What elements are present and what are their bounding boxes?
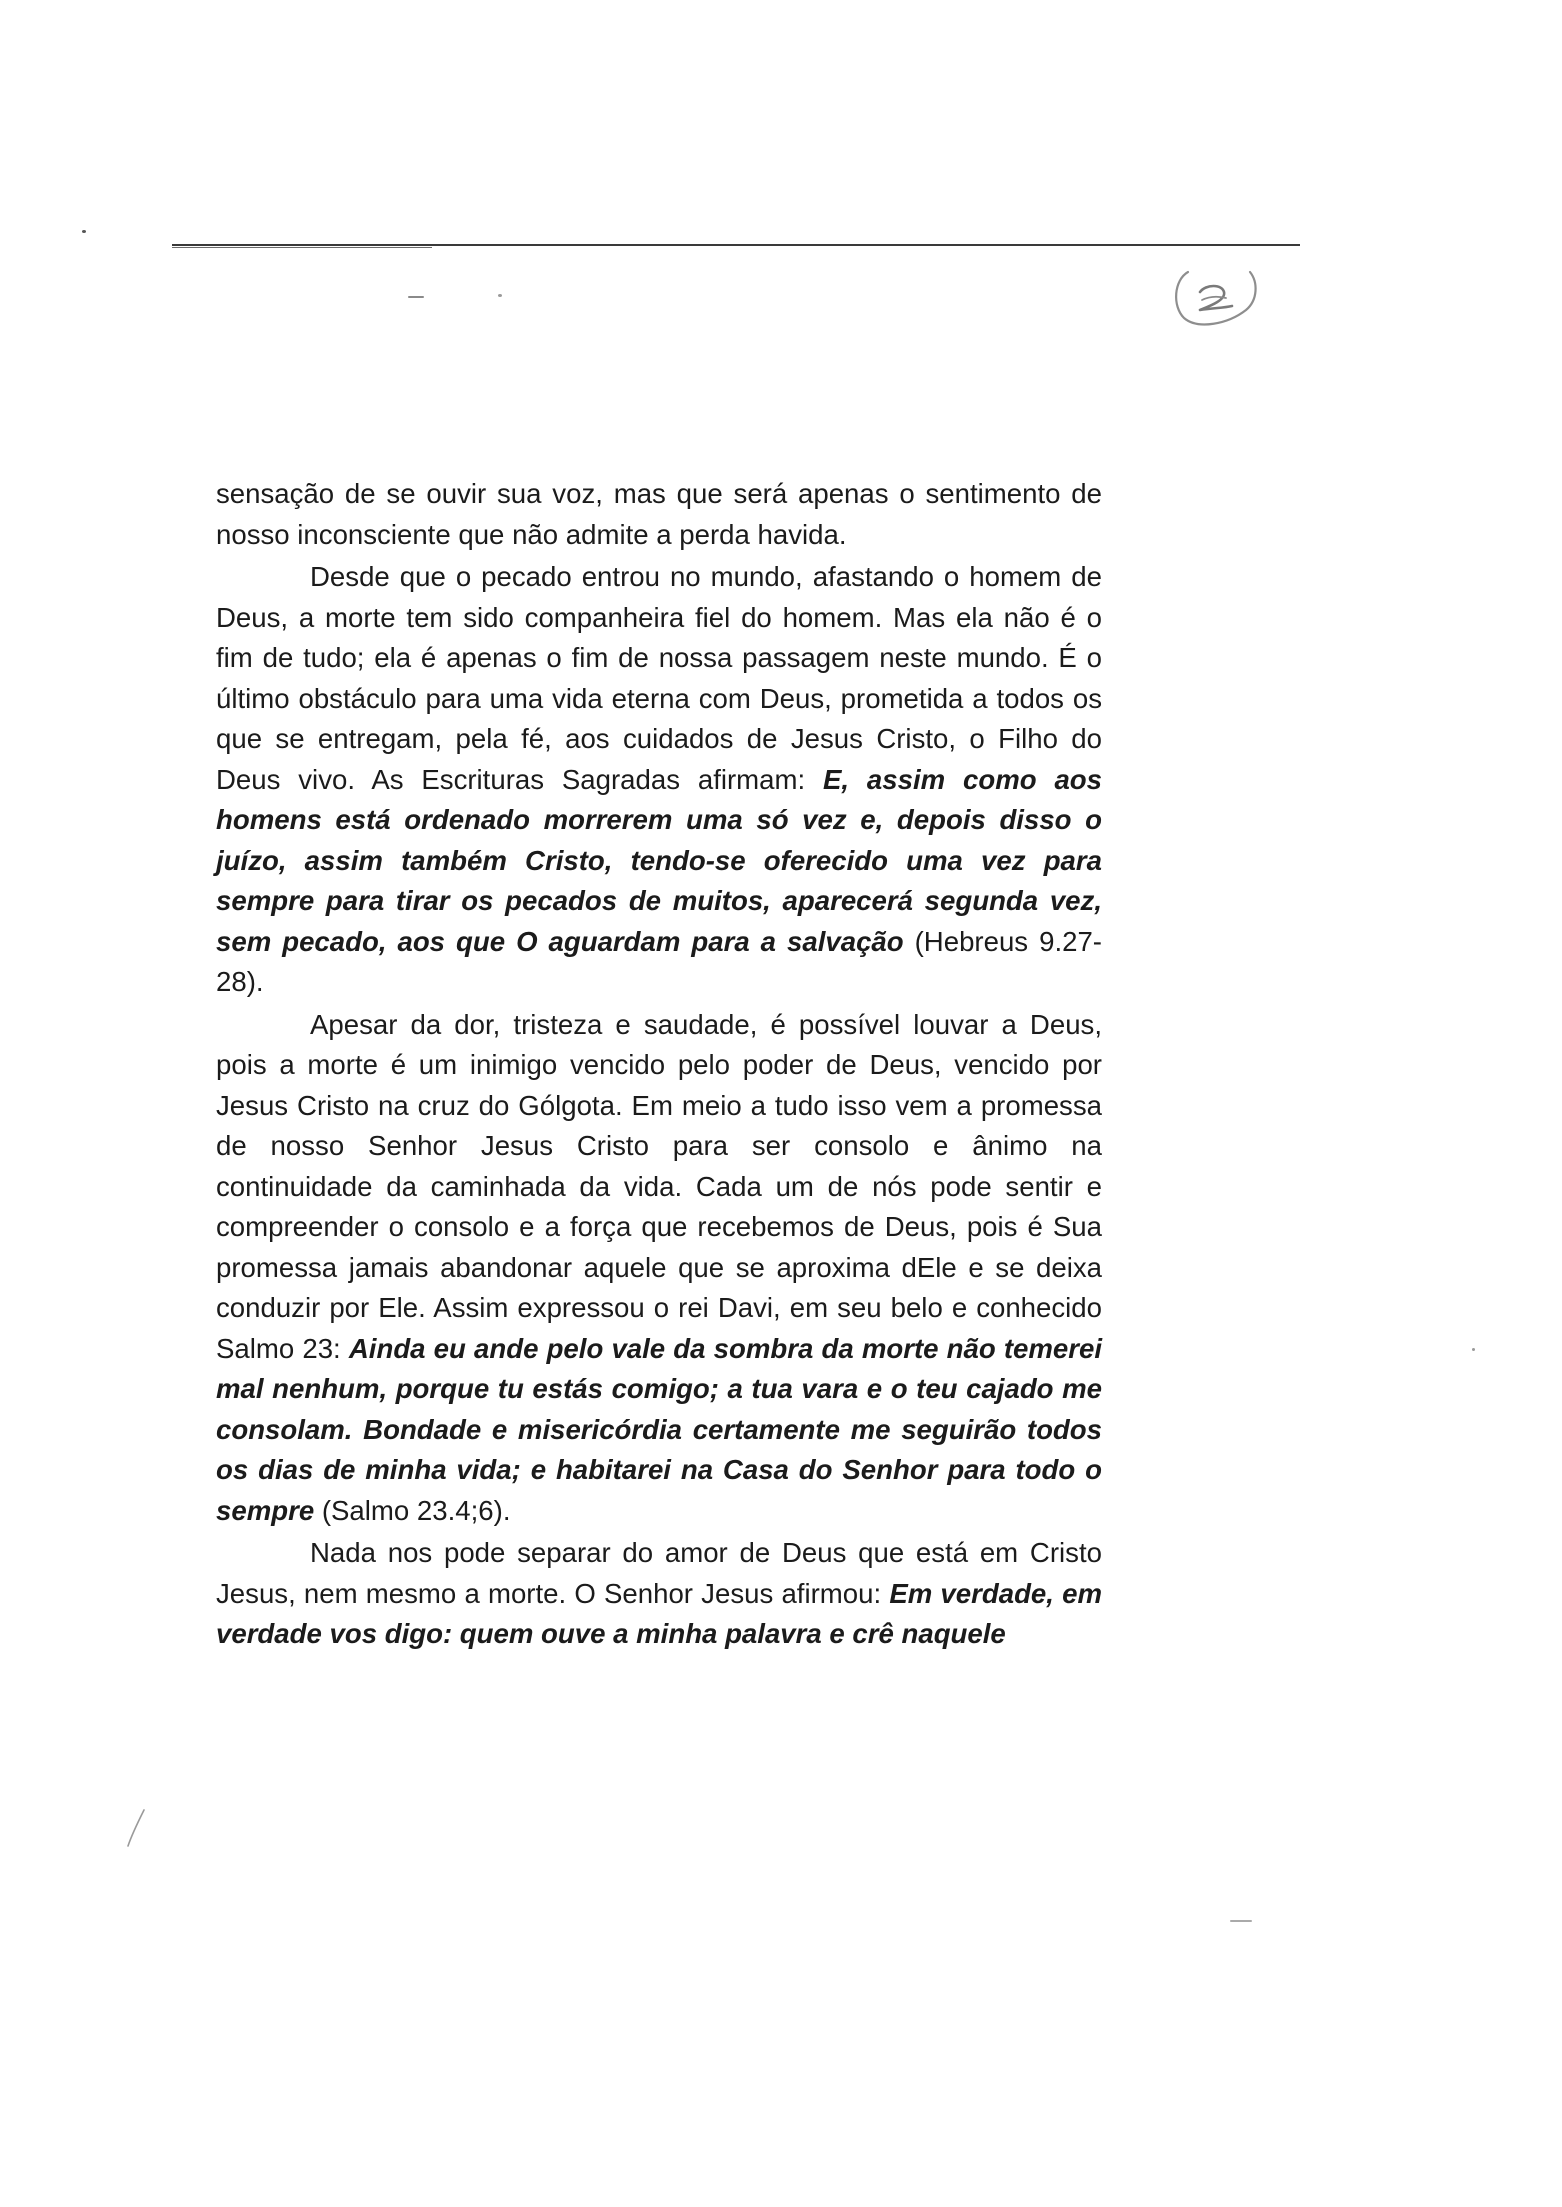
document-body — [216, 474, 1102, 1655]
header-rule — [172, 244, 1300, 246]
paragraph-text: Apesar da dor, tristeza e saudade, é possível louvar a Deus, pois a morte é um inimigo vencido pelo poder de Deus, vencido por Jesus Cristo na cruz do Gólgota. Em meio a tudo isso vem a promessa de nosso Senhor Jesus Cristo para ser consolo e ânimo na continuidade da caminhada da vida. Cada um de nós pode sentir e compreender o consolo e a força que recebemos de Deus, pois é Sua promessa jamais abandonar aquele que se aproxima dEle e se deixa conduzir por Ele. Assim expressou o rei Davi, em seu belo e conhecido Salmo 23: — [216, 1008, 1102, 1364]
scripture-quote: E, assim como aos homens está ordenado morrerem uma só vez e, depois disso o juízo, assim também Cristo, tendo-se oferecido uma vez para sempre para tirar os pecados de muitos, aparecerá segunda vez, sem pecado, aos que O aguardam para a salvação — [216, 763, 1103, 957]
stray-pencil-mark — [124, 1808, 148, 1848]
handwritten-page-number — [1166, 262, 1262, 330]
paragraph-text: Nada nos pode separar do amor de Deus que está em Cristo Jesus, nem mesmo a morte. O Senhor Jesus afirmou: — [216, 1537, 1102, 1609]
paragraph-text: (Hebreus 9.27-28). — [216, 925, 1102, 997]
scan-speck — [82, 230, 86, 233]
paragraph — [216, 474, 1102, 555]
paragraph — [216, 1005, 1102, 1532]
circled-number-icon — [1166, 262, 1262, 330]
scripture-quote: Em verdade, em verdade vos digo: quem ouve a minha palavra e crê naquele — [216, 1577, 1103, 1649]
paragraph-text: sensação de se ouvir sua voz, mas que será apenas o sentimento de nosso inconsciente que não admite a perda havida. — [216, 478, 1102, 550]
header-rule-shadow — [172, 247, 432, 248]
scan-speck — [498, 294, 502, 297]
scripture-quote: Ainda eu ande pelo vale da sombra da morte não temerei mal nenhum, porque tu estás comigo; a tua vara e o teu cajado me consolam. Bondade e misericórdia certamente me seguirão todos os dias de minha vida; e habitarei na Casa do Senhor para todo o sempre — [216, 1332, 1102, 1526]
paragraph — [216, 557, 1102, 1003]
scan-speck — [408, 296, 424, 298]
scan-speck — [1472, 1348, 1475, 1351]
scan-speck — [1230, 1920, 1252, 1922]
paragraph-text: Desde que o pecado entrou no mundo, afastando o homem de Deus, a morte tem sido companheira fiel do homem. Mas ela não é o fim de tudo; ela é apenas o fim de nossa passagem neste mundo. É o último obstáculo para uma vida eterna com Deus, prometida a todos os que se entregam, pela fé, aos cuidados de Jesus Cristo, o Filho do Deus vivo. As Escrituras Sagradas afirmam: — [216, 561, 1102, 795]
paragraph-text: (Salmo 23.4;6). — [314, 1494, 511, 1526]
paragraph — [216, 1533, 1102, 1655]
